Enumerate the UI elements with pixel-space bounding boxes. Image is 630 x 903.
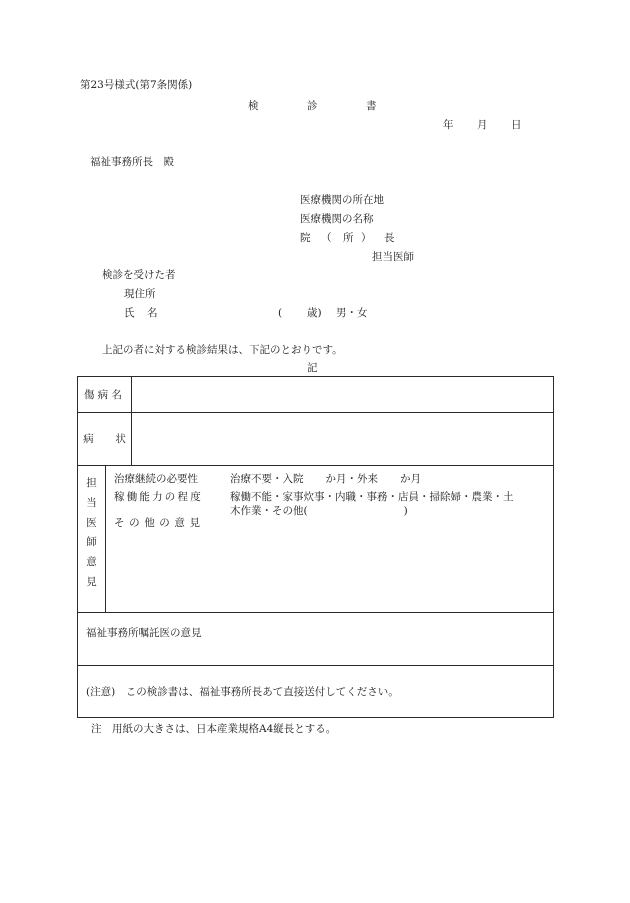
injury-row — [78, 377, 554, 413]
doctor-in-charge-label: 担当医師 — [372, 251, 414, 263]
treatment-value — [230, 472, 553, 486]
symptom-char-2: 状 — [115, 433, 126, 445]
vlabel-char-3: 医 — [86, 516, 97, 529]
age-label: 歳) — [307, 307, 322, 319]
symptom-row — [78, 413, 554, 466]
date-year-label: 年 — [443, 119, 454, 131]
director-char-2: （ — [321, 232, 332, 244]
work-capacity-line-2 — [230, 504, 553, 518]
symptom-label-cell — [78, 413, 132, 466]
addressee: 福祉事務所長 殿 — [90, 156, 174, 168]
notice-row — [78, 666, 554, 718]
director-char-4: ） — [361, 232, 372, 244]
other-opinion-label: その他の意見 — [114, 517, 205, 529]
notice-text: (注意) この検診書は、福祉事務所長あて直接送付してください。 — [86, 685, 399, 698]
notice-cell — [78, 666, 554, 718]
intro-text: 上記の者に対する検診結果は、下記のとおりです。 — [102, 344, 343, 356]
vlabel-char-4: 師 — [86, 536, 97, 549]
vlabel-char-6: 見 — [86, 575, 97, 588]
commissioned-doctor-cell — [78, 613, 554, 666]
treatment-value-3: か月 — [400, 473, 421, 485]
vlabel-char-1: 担 — [86, 477, 97, 489]
work-capacity-line-1: 稼働不能・家事炊事・内職・事務・店員・掃除婦・農業・土 — [230, 491, 514, 503]
symptom-char-1: 病 — [83, 433, 94, 445]
injury-value-cell — [132, 377, 554, 413]
title-char-1: 検 — [248, 100, 259, 112]
director-char-1: 院 — [300, 232, 311, 244]
footnote: 注 用紙の大きさは、日本産業規格A4縦長とする。 — [91, 723, 337, 735]
date-month-label: 月 — [477, 119, 488, 131]
work-capacity-label: 稼働能力の程度 — [114, 491, 203, 503]
examination-table — [77, 376, 554, 718]
doctor-opinion-vertical-label — [78, 466, 106, 613]
name-char-1: 氏 — [124, 307, 135, 319]
examinee-address-label: 現住所 — [124, 288, 156, 300]
vlabel-char-5: 意 — [86, 556, 97, 569]
examinee-heading: 検診を受けた者 — [102, 269, 176, 281]
work-capacity-value — [230, 490, 553, 518]
symptom-value-cell — [132, 413, 554, 466]
age-open-paren: ( — [278, 307, 283, 319]
director-char-3: 所 — [343, 232, 354, 244]
title-char-3: 書 — [366, 100, 377, 112]
doctor-opinion-body — [106, 466, 554, 613]
ki-heading: 記 — [307, 362, 318, 374]
treatment-value-1: 治療不要・入院 — [230, 473, 304, 485]
director-char-5: 長 — [384, 232, 395, 244]
work-capacity-row — [114, 490, 553, 518]
injury-label-cell — [78, 377, 132, 413]
institution-name-label: 医療機関の名称 — [300, 213, 374, 225]
commissioned-doctor-row — [78, 613, 554, 666]
treatment-label: 治療継続の必要性 — [114, 473, 198, 485]
title-char-2: 診 — [307, 100, 318, 112]
work-other-close: ) — [403, 505, 408, 517]
name-char-2: 名 — [147, 307, 158, 319]
injury-label: 傷病名 — [83, 388, 126, 401]
commissioned-doctor-label: 福祉事務所嘱託医の意見 — [86, 627, 202, 639]
doctor-opinion-row — [78, 466, 554, 613]
treatment-value-2: か月・外来 — [325, 473, 378, 485]
form-number: 第23号様式(第7条関係) — [80, 79, 193, 91]
work-other-text: 木作業・その他( — [230, 505, 308, 517]
date-day-label: 日 — [511, 119, 522, 131]
vlabel-char-2: 当 — [86, 496, 97, 509]
sex-label: 男・女 — [336, 307, 368, 319]
institution-address-label: 医療機関の所在地 — [300, 194, 384, 206]
treatment-row — [114, 472, 553, 486]
other-opinion-row — [114, 516, 553, 530]
